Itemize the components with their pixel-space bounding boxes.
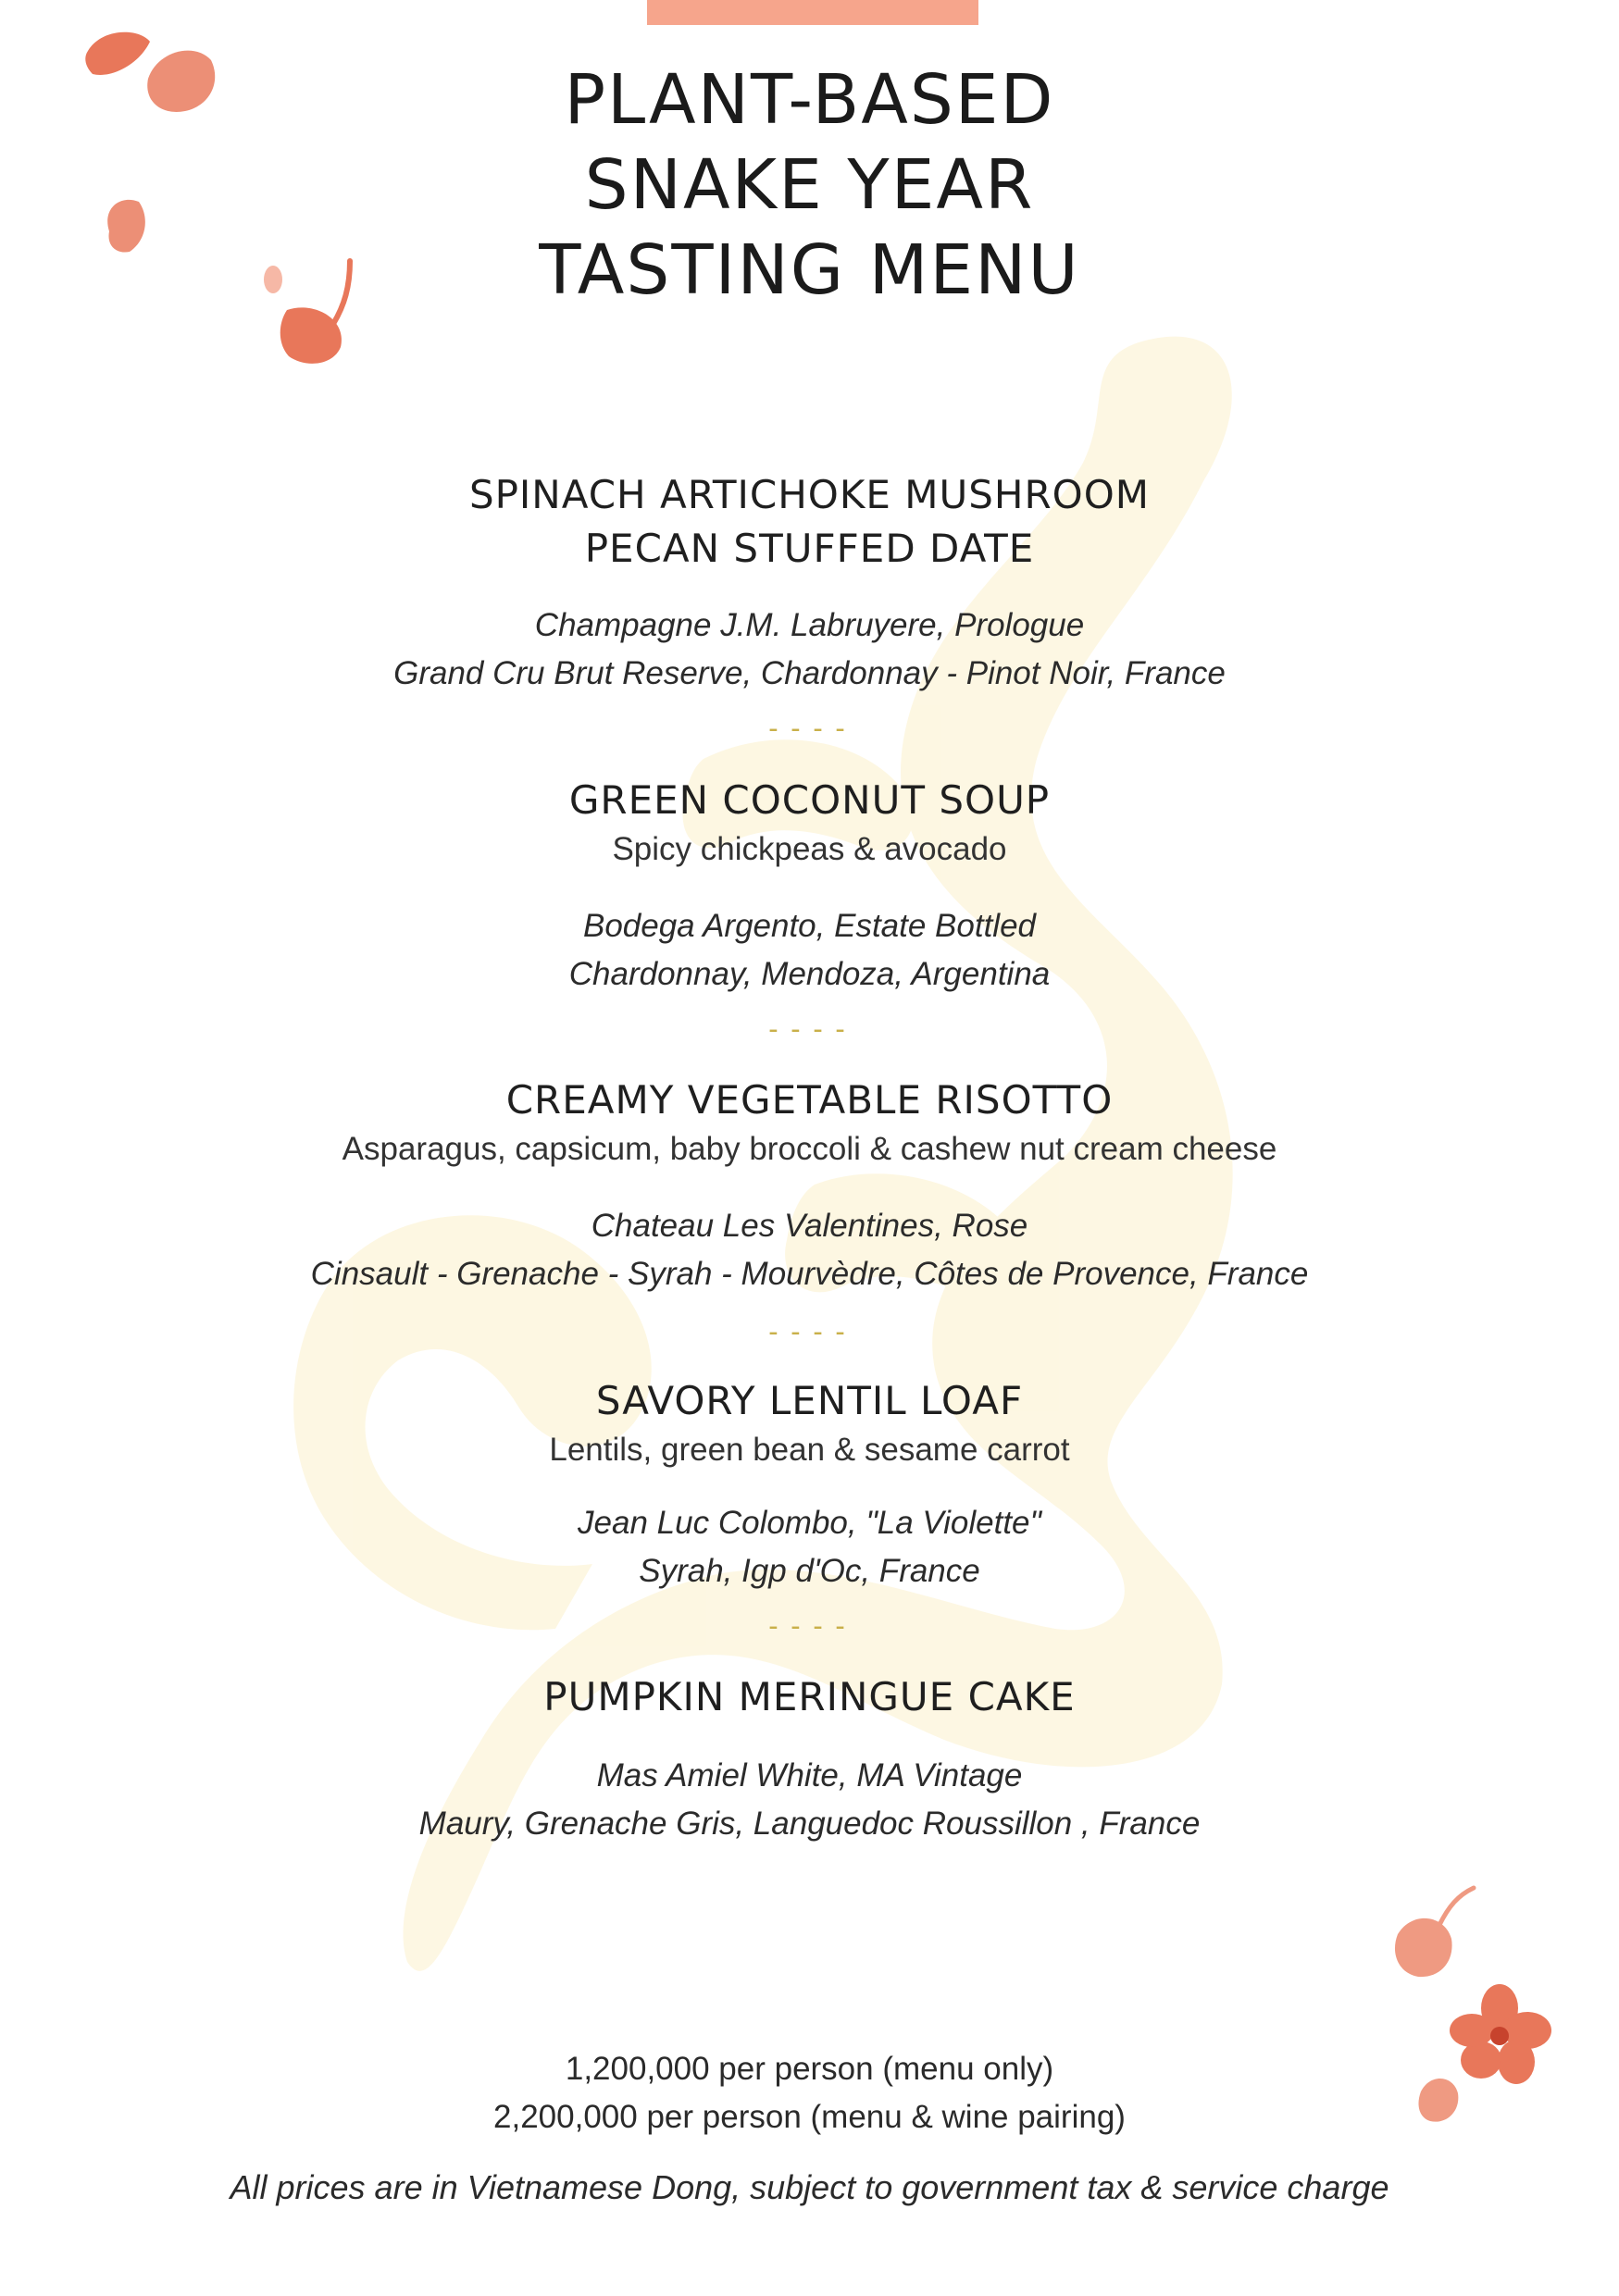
menu-title (0, 57, 1619, 313)
course-2-wine-line-2: Chardonnay, Mendoza, Argentina (568, 956, 1051, 992)
course-5-name: PUMPKIN MERINGUE CAKE (543, 1674, 1076, 1719)
course-2-wine-line-1: Bodega Argento, Estate Bottled (582, 908, 1037, 944)
course-1-name-line-2: PECAN STUFFED DATE (584, 526, 1035, 571)
title-line-1: PLANT-BASED (564, 60, 1055, 140)
course-3 (0, 1074, 1619, 1173)
separator-1: ---- (765, 713, 854, 745)
course-2-name: GREEN COCONUT SOUP (568, 777, 1051, 823)
course-3-wine-line-2: Cinsault - Grenache - Syrah - Mourvèdre, Côtes de Provence, France (310, 1256, 1309, 1292)
course-4 (0, 1374, 1619, 1474)
course-3-name: CREAMY VEGETABLE RISOTTO (505, 1077, 1114, 1123)
price-menu-only: 1,200,000 per person (menu only) (565, 2051, 1054, 2087)
title-line-3: TASTING MENU (539, 230, 1080, 310)
course-3-wine (0, 1202, 1619, 1298)
course-5 (0, 1670, 1619, 1724)
course-1-wine-line-1: Champagne J.M. Labruyere, Prologue (534, 607, 1085, 643)
course-4-wine-line-1: Jean Luc Colombo, "La Violette" (578, 1505, 1041, 1541)
course-4-wine-line-2: Syrah, Igp d'Oc, France (639, 1553, 980, 1589)
course-1-name-line-1: SPINACH ARTICHOKE MUSHROOM (468, 472, 1151, 517)
separator-4: ---- (765, 1610, 854, 1643)
course-3-wine-line-1: Chateau Les Valentines, Rose (591, 1208, 1028, 1244)
course-4-description: Lentils, green bean & sesame carrot (549, 1432, 1070, 1468)
course-5-wine (0, 1752, 1619, 1848)
course-1-wine (0, 602, 1619, 698)
course-3-description: Asparagus, capsicum, baby broccoli & cashew nut cream cheese (342, 1131, 1277, 1167)
price-with-wine: 2,200,000 per person (menu & wine pairing) (493, 2099, 1126, 2135)
pricing (0, 2045, 1619, 2141)
course-4-name: SAVORY LENTIL LOAF (595, 1378, 1024, 1423)
pricing-note (0, 2164, 1619, 2212)
course-5-wine-line-1: Mas Amiel White, MA Vintage (596, 1757, 1023, 1793)
course-1 (0, 468, 1619, 576)
course-1-wine-line-2: Grand Cru Brut Reserve, Chardonnay - Pinot Noir, France (393, 655, 1226, 691)
course-4-wine (0, 1499, 1619, 1595)
course-2-description: Spicy chickpeas & avocado (612, 831, 1007, 867)
separator-2: ---- (765, 1013, 854, 1046)
course-2 (0, 774, 1619, 874)
separator-3: ---- (765, 1316, 854, 1348)
title-line-2: SNAKE YEAR (584, 145, 1035, 225)
course-2-wine (0, 902, 1619, 999)
course-5-wine-line-2: Maury, Grenache Gris, Languedoc Roussillon , France (418, 1806, 1201, 1842)
tax-note: All prices are in Vietnamese Dong, subject to government tax & service charge (230, 2168, 1389, 2206)
